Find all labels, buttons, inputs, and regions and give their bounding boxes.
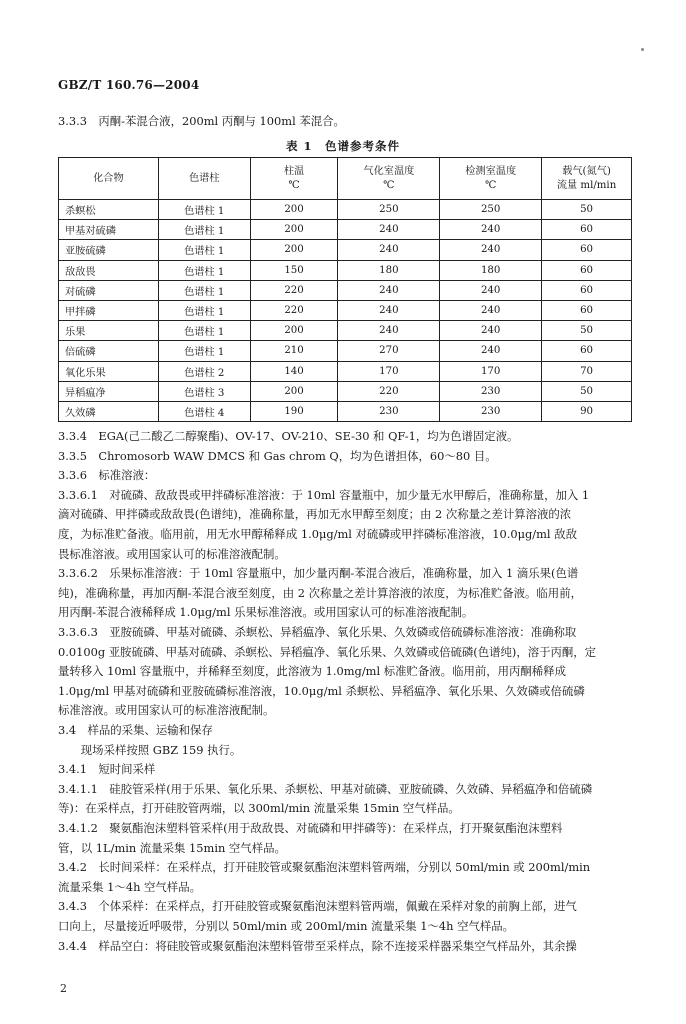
table-cell: 色谱柱 2 [158, 361, 250, 381]
header-text: 检测室温度 [465, 165, 517, 177]
body-line: 3.4 样品的采集、运输和保存 [58, 723, 213, 737]
body-line: 度，为标准贮备液。临用前，用无水甲醇稀释成 1.0μg/ml 对硫磷或甲拌磷标准溶液，10.0μg/ml 敌敌 [58, 527, 577, 541]
body-line: 1.0μg/ml 甲基对硫磷和亚胺硫磷标准溶液，10.0μg/ml 杀螟松、异稻瘟净、氧化乐果、久效磷或倍硫磷 [58, 683, 585, 698]
table-cell: 90 [542, 401, 632, 421]
table-header-cell [158, 158, 250, 200]
body-line: 等)：在采样点，打开硅胶管两端，以 300ml/min 流量采集 15min 空气样品。 [58, 801, 460, 816]
table-cell: 色谱柱 4 [158, 401, 250, 421]
table-cell: 240 [338, 240, 440, 260]
chromatography-conditions-table [58, 157, 632, 422]
table-cell: 180 [338, 260, 440, 280]
table-row [59, 280, 632, 300]
table-cell: 220 [250, 300, 338, 320]
header-text: 色谱柱 [188, 172, 220, 184]
header-text: 柱温 [283, 165, 305, 177]
body-line: 3.4.1.1 硅胶管采样(用于乐果、氧化乐果、杀螟松、甲基对硫磷、亚胺硫磷、久效磷、异稻瘟净和倍硫磷 [58, 781, 593, 796]
table-cell: 240 [440, 300, 542, 320]
body-line: 标准溶液。或用国家认可的标准溶液配制。 [58, 703, 275, 718]
table-cell: 色谱柱 1 [158, 200, 250, 220]
table-cell: 色谱柱 1 [158, 341, 250, 361]
table-row [59, 381, 632, 401]
table-cell: 170 [338, 361, 440, 381]
body-line: 畏标准溶液。或用国家认可的标准溶液配制。 [58, 546, 286, 561]
table-cell: 60 [542, 341, 632, 361]
body-line: 3.3.4 EGA(己二酸乙二醇聚酯)、OV-17、OV-210、SE-30 和 QF-1，均为色谱固定液。 [58, 429, 519, 443]
header-text: ℃ [288, 179, 300, 191]
body-line: 3.3.6 标准溶液： [58, 468, 156, 483]
table-cell: 150 [250, 260, 338, 280]
table-cell: 230 [440, 401, 542, 421]
body-line: 3.4.4 样品空白：将硅胶管或聚氨酯泡沫塑料管带至采样点，除不连接采样器采集空气样品外，其余操 [58, 938, 577, 953]
table-row [59, 260, 632, 280]
body-line: 3.4.2 长时间采样：在采样点，打开硅胶管或聚氨酯泡沫塑料管两端，分别以 50ml/min 或 200ml/min [58, 860, 591, 875]
body-line: 用丙酮-苯混合液稀释成 1.0μg/ml 乐果标准溶液。或用国家认可的标准溶液配制。 [58, 605, 474, 620]
table-cell: 50 [542, 200, 632, 220]
compound-name-cell: 氧化乐果 [59, 361, 159, 381]
header-text: 流量 ml/min [556, 179, 617, 191]
compound-name-cell: 敌敌畏 [59, 260, 159, 280]
table-cell: 220 [250, 280, 338, 300]
table-cell: 60 [542, 220, 632, 240]
table-cell: 140 [250, 361, 338, 381]
body-line: 3.4.1.2 聚氨酯泡沫塑料管采样(用于敌敌畏、对硫磷和甲拌磷等)：在采样点，打开聚氨酯泡沫塑料 [58, 821, 563, 835]
table-cell: 170 [440, 361, 542, 381]
table-header-cell [250, 158, 338, 200]
compound-name-cell: 亚胺硫磷 [59, 240, 159, 260]
compound-name-cell: 倍硫磷 [59, 341, 159, 361]
table-cell: 270 [338, 341, 440, 361]
table-cell: 240 [338, 300, 440, 320]
table-cell: 240 [338, 220, 440, 240]
table-cell: 240 [440, 341, 542, 361]
table-cell: 240 [440, 321, 542, 341]
body-line: 3.4.1 短时间采样 [58, 762, 156, 777]
body-line: 滴对硫磷、甲拌磷或敌敌畏(色谱纯)，准确称量，再加无水甲醇至刻度；由 2 次称量之差计算溶液的浓 [58, 507, 572, 522]
body-line: 3.3.6.3 亚胺硫磷、甲基对硫磷、杀螟松、异稻瘟净、氧化乐果、久效磷或倍硫磷标准溶液：准确称取 [58, 625, 577, 639]
table-cell: 240 [440, 280, 542, 300]
table-header-cell [440, 158, 542, 200]
table-cell: 色谱柱 1 [158, 300, 250, 320]
body-line: 3.3.5 Chromosorb WAW DMCS 和 Gas chrom Q，均为色谱担体，60～80 目。 [58, 448, 497, 463]
table-row [59, 240, 632, 260]
table-cell: 200 [250, 200, 338, 220]
table-row [59, 200, 632, 220]
table-cell: 240 [440, 240, 542, 260]
table-row [59, 341, 632, 361]
compound-name-cell: 杀螟松 [59, 200, 159, 220]
table-cell: 60 [542, 280, 632, 300]
table-cell: 240 [338, 321, 440, 341]
table-cell: 220 [338, 381, 440, 401]
table-caption: 表 1 色谱参考条件 [285, 139, 400, 153]
table-cell: 200 [250, 240, 338, 260]
body-line: 3.3.6.1 对硫磷、敌敌畏或甲拌磷标准溶液：于 10ml 容量瓶中，加少量无水甲醇后，准确称量，加入 1 [58, 487, 590, 502]
table-cell: 50 [542, 381, 632, 401]
body-line: 管，以 1L/min 流量采集 15min 空气样品。 [58, 840, 286, 855]
table-cell: 70 [542, 361, 632, 381]
table-cell: 190 [250, 401, 338, 421]
table-cell: 230 [338, 401, 440, 421]
body-line: 纯)，准确称量，再加丙酮-苯混合液至刻度，由 2 次称量之差计算溶液的浓度，为标准贮备液。临用前， [58, 585, 582, 600]
table-cell: 200 [250, 381, 338, 401]
header-text: ℃ [383, 179, 395, 191]
header-text: 载气(氮气) [562, 165, 611, 177]
table-cell: 60 [542, 300, 632, 320]
table-row [59, 401, 632, 421]
compound-name-cell: 异稻瘟净 [59, 381, 159, 401]
table-cell: 色谱柱 1 [158, 321, 250, 341]
table-cell: 200 [250, 321, 338, 341]
table-header-cell [542, 158, 632, 200]
compound-name-cell: 甲基对硫磷 [59, 220, 159, 240]
table-cell: 200 [250, 220, 338, 240]
table-row [59, 220, 632, 240]
table-row [59, 361, 632, 381]
table-cell: 50 [542, 321, 632, 341]
body-line: 3.4.3 个体采样：在采样点，打开硅胶管或聚氨酯泡沫塑料管两端，佩戴在采样对象的前胸上部，进气 [58, 899, 577, 914]
table-row [59, 300, 632, 320]
body-line: 口向上，尽量接近呼吸带，分别以 50ml/min 或 200ml/min 流量采集 1～4h 空气样品。 [58, 919, 515, 933]
body-line: 0.0100g 亚胺硫磷、甲基对硫磷、杀螟松、异稻瘟净、氧化乐果、久效磷或倍硫磷(色谱纯)，溶于丙酮，定 [58, 644, 597, 659]
table-cell: 色谱柱 1 [158, 280, 250, 300]
table-cell: 色谱柱 1 [158, 240, 250, 260]
table-cell: 色谱柱 1 [158, 260, 250, 280]
table-header-row [59, 158, 632, 200]
table-row [59, 321, 632, 341]
compound-name-cell: 乐果 [59, 321, 159, 341]
table-cell: 60 [542, 260, 632, 280]
table-cell: 色谱柱 1 [158, 220, 250, 240]
compound-name-cell: 久效磷 [59, 401, 159, 421]
body-line: 3.3.6.2 乐果标准溶液：于 10ml 容量瓶中，加少量丙酮-苯混合液后，准确称量，加入 1 滴乐果(色谱 [58, 566, 579, 581]
header-text: 化合物 [93, 172, 124, 184]
table-cell: 60 [542, 240, 632, 260]
compound-name-cell: 甲拌磷 [59, 300, 159, 320]
body-line: 流量采集 1～4h 空气样品。 [58, 879, 201, 894]
table-header-cell [338, 158, 440, 200]
table-cell: 250 [338, 200, 440, 220]
table-cell: 180 [440, 260, 542, 280]
compound-name-cell: 对硫磷 [59, 280, 159, 300]
body-line: 量转移入 10ml 容量瓶中，并稀释至刻度，此溶液为 1.0mg/ml 标准贮备液。临用前，用丙酮稀释成 [58, 664, 566, 679]
scan-speck [641, 48, 644, 51]
standard-header: GBZ/T 160.76—2004 [58, 78, 200, 92]
table-cell: 210 [250, 341, 338, 361]
table-cell: 240 [440, 220, 542, 240]
header-text: ℃ [484, 179, 497, 191]
body-line: 现场采样按照 GBZ 159 执行。 [58, 742, 242, 757]
page-number: 2 [60, 982, 67, 995]
section-3-3-3: 3.3.3 丙酮-苯混合液，200ml 丙酮与 100ml 苯混合。 [58, 114, 345, 128]
table-cell: 240 [338, 280, 440, 300]
table-cell: 色谱柱 3 [158, 381, 250, 401]
table-header-cell [59, 158, 159, 200]
header-text: 气化室温度 [363, 165, 415, 177]
table-cell: 250 [440, 200, 542, 220]
table-cell: 230 [440, 381, 542, 401]
